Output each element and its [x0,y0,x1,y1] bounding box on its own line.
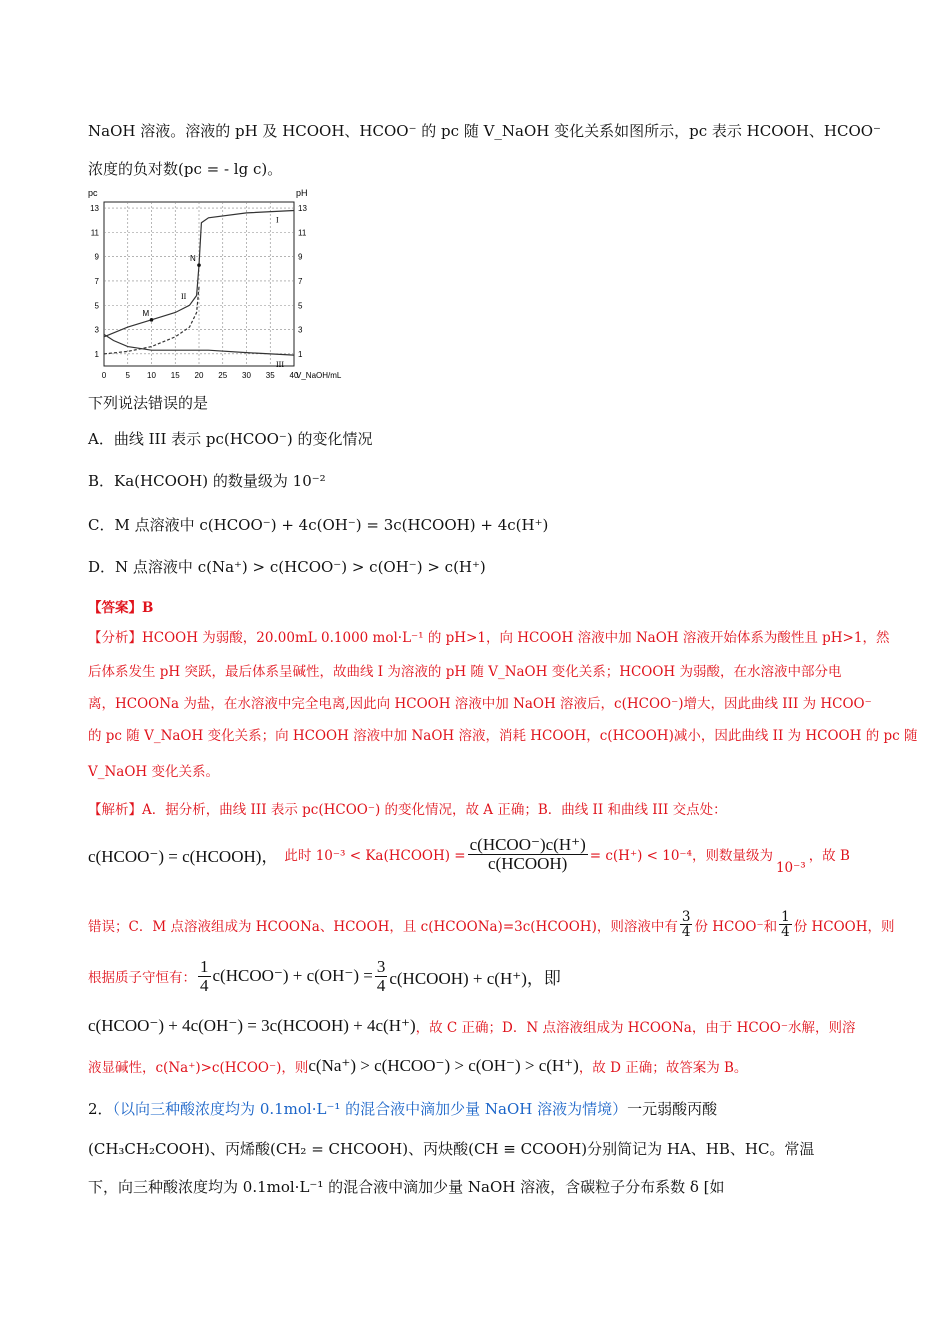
m-point-text: 错误；C．M 点溶液组成为 HCOONa、HCOOH，且 c(HCOONa)=3c(HCOOH)，则溶液中有 [88,918,678,935]
analysis-line-3: 离，HCOONa 为盐，在水溶液中完全电离,因此向 HCOOH 溶液中加 NaOH 溶液后，c(HCOO⁻)增大，因此曲线 III 为 HCOO⁻ [88,696,872,712]
frac-den: 4 [376,975,386,995]
hcoo-share-text: 份 HCOO⁻和 [694,918,778,935]
x-tick-label: 20 [194,371,204,380]
x-axis-label: V_NaOH/mL [296,371,342,380]
one-quarter-fraction [198,958,211,995]
analysis-line-5: V_NaOH 变化关系。 [88,764,219,780]
b-wrong-text: ，故 B [808,848,850,865]
x-tick-label: 30 [242,371,251,380]
series-label-III: III [276,360,284,370]
q2-number: 2． [88,1100,113,1118]
solution-line-4 [88,958,561,995]
x-tick-label: 0 [101,371,107,380]
x-tick-label: 25 [218,371,228,380]
frac-num: 1 [781,909,790,925]
three-quarters-fraction [375,958,388,995]
point-label-M: M [142,308,150,318]
solution-line-5 [88,1016,856,1036]
pc-ph-chart [86,184,356,384]
ka-fraction [468,836,588,873]
point-M [150,318,154,322]
analysis-line-4: 的 pc 随 V_NaOH 变化关系；向 HCOOH 溶液中加 NaOH 溶液，消耗 HCOOH，c(HCOOH)减小，因此曲线 II 为 HCOOH 的 pc 随 [88,728,918,744]
analysis-line-1: 【分析】HCOOH 为弱酸，20.00mL 0.1000 mol·L⁻¹ 的 pH>1，向 HCOOH 溶液中加 NaOH 溶液开始体系为酸性且 pH>1，然 [88,630,890,646]
c-correct-text: ，故 C 正确；D．N 点溶液组成为 HCOONa，由于 HCOO⁻水解，则溶 [415,1020,856,1036]
option-a: A．曲线 III 表示 pc(HCOO⁻) 的变化情况 [88,430,373,448]
q2-line-1 [88,1098,717,1119]
proton-balance-lhs: c(HCOO⁻) + c(OH⁻) = [212,966,373,986]
frac-den: 4 [681,924,691,941]
c-equation: c(HCOO⁻) + 4c(OH⁻) = 3c(HCOOH) + 4c(H⁺) [88,1016,416,1035]
y-left-tick-label: 11 [90,228,99,238]
right-axis-label: pH [296,188,308,198]
equality-expression: c(HCOO⁻) = c(HCOOH)， [88,846,279,866]
hcooh-share-text: 份 HCOOH，则 [793,918,895,935]
option-d: D．N 点溶液中 c(Na⁺) > c(HCOO⁻) > c(OH⁻) > c(H⁺) [88,558,486,576]
solution-line-2 [88,835,850,877]
y-right-tick-label: 3 [298,325,303,335]
y-left-tick-label: 1 [94,349,99,359]
alkaline-text: 液显碱性，c(Na⁺)>c(HCOO⁻)，则 [88,1060,309,1076]
ka-result-text: = c(H⁺) < 10⁻⁴，则数量级为 [589,848,773,865]
y-left-tick-label: 7 [94,276,99,286]
y-right-tick-label: 1 [298,349,303,359]
q2-lead: 一元弱酸丙酸 [627,1100,718,1118]
y-left-tick-label: 5 [94,301,99,311]
ka-numerator: c(HCOO⁻)c(H⁺) [469,835,586,854]
ka-range-text: 此时 10⁻³ < Ka(HCOOH) = [284,848,466,865]
three-quarters-fraction [680,910,693,939]
x-tick-label: 5 [125,371,130,380]
option-b: B．Ka(HCOOH) 的数量级为 10⁻² [88,472,326,490]
y-right-tick-label: 7 [298,276,303,286]
one-quarter-fraction [779,910,792,939]
q2-line-3: 下，向三种酸浓度均为 0.1mol·L⁻¹ 的混合液中滴加少量 NaOH 溶液，含碳粒子分布系数 δ [如 [88,1178,725,1196]
frac-num: 3 [681,909,691,925]
frac-den: 4 [200,975,209,995]
question-prompt: 下列说法错误的是 [88,394,209,412]
analysis-line-2: 后体系发生 pH 突跃，最后体系呈碱性，故曲线 I 为溶液的 pH 随 V_NaOH 变化关系；HCOOH 为弱酸，在水溶液中部分电 [88,664,842,680]
y-left-tick-label: 13 [90,204,99,214]
frac-num: 3 [376,957,386,976]
frac-den: 4 [781,924,790,941]
solution-line-6 [88,1056,747,1076]
x-tick-label: 35 [265,371,275,380]
magnitude-value: 10⁻³ [775,860,806,877]
q2-context: （以向三种酸浓度均为 0.1mol·L⁻¹ 的混合液中滴加少量 NaOH 溶液为情境） [112,1100,628,1118]
point-label-N: N [190,254,196,264]
y-right-tick-label: 13 [298,204,307,214]
y-right-tick-label: 9 [298,252,303,262]
proton-balance-label: 根据质子守恒有： [88,970,196,987]
point-N [197,263,201,267]
intro-line-2: 浓度的负对数(pc = - lg c)。 [88,160,283,178]
ka-denominator: c(HCOOH) [488,853,568,873]
x-tick-label: 40 [289,371,299,380]
solution-line-3 [88,910,895,939]
frac-num: 1 [200,957,209,976]
option-c: C．M 点溶液中 c(HCOO⁻) + 4c(OH⁻) = 3c(HCOOH) + 4c(H⁺) [88,516,549,534]
series-label-I: I [276,215,279,225]
y-left-tick-label: 3 [94,325,99,335]
y-left-tick-label: 9 [94,252,99,262]
answer-label: 【答案】B [88,600,154,616]
d-correct-text: ，故 D 正确；故答案为 B。 [578,1060,748,1076]
q2-line-2: (CH₃CH₂COOH)、丙烯酸(CH₂ = CHCOOH)、丙炔酸(CH ≡ CCOOH)分别简记为 HA、HB、HC。常温 [88,1140,815,1158]
proton-balance-rhs: c(HCOOH) + c(H⁺)，即 [389,968,561,988]
y-right-tick-label: 11 [298,228,307,238]
x-tick-label: 10 [147,371,156,380]
left-axis-label: pc [88,188,98,198]
series-line-I [104,211,294,337]
solution-line-1: 【解析】A．据分析，曲线 III 表示 pc(HCOO⁻) 的变化情况，故 A 正确；B．曲线 II 和曲线 III 交点处： [88,802,727,818]
y-right-tick-label: 5 [298,301,303,311]
intro-line-1: NaOH 溶液。溶液的 pH 及 HCOOH、HCOO⁻ 的 pc 随 V_NaOH 变化关系如图所示，pc 表示 HCOOH、HCOO⁻ [88,122,881,140]
series-label-II: II [181,292,187,302]
x-tick-label: 15 [170,371,180,380]
d-order-expression: c(Na⁺) > c(HCOO⁻) > c(OH⁻) > c(H⁺) [308,1056,579,1075]
